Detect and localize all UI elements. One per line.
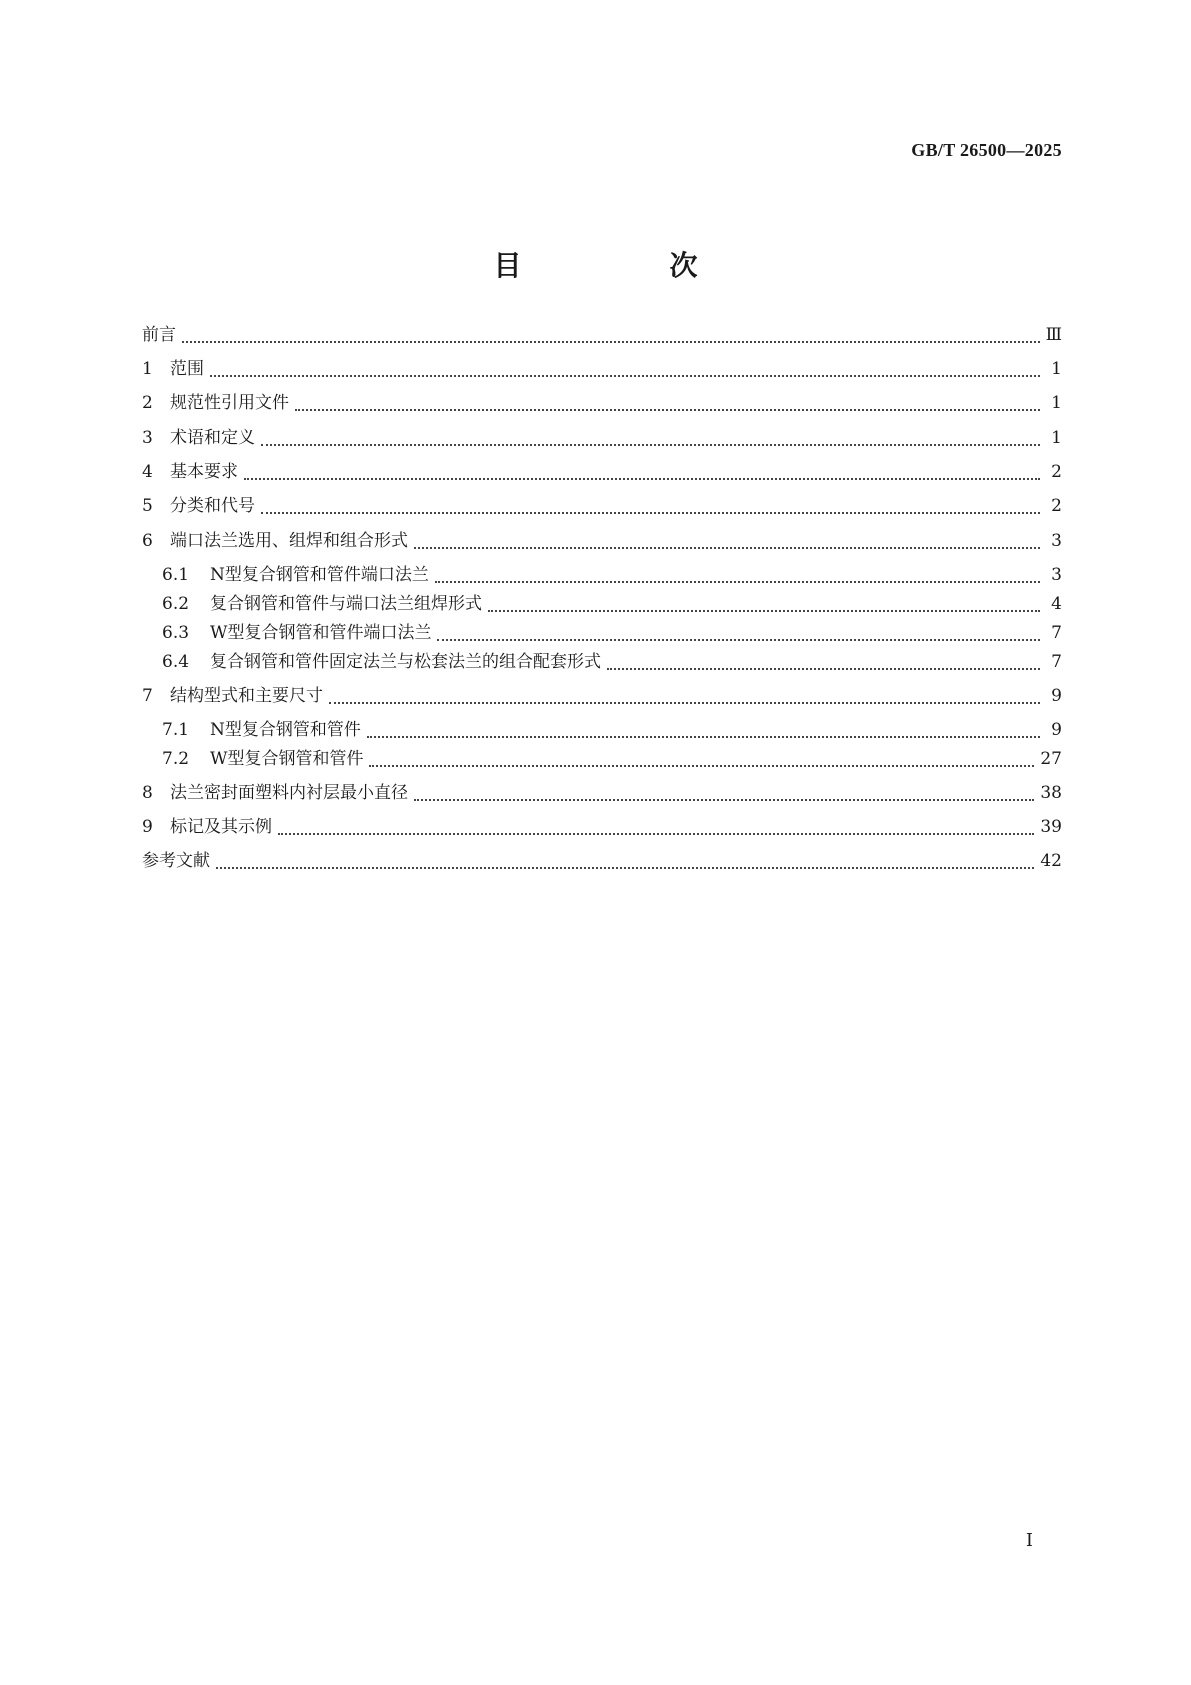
dot-leader: [295, 409, 1040, 411]
toc-entry-6-4[interactable]: [162, 647, 1062, 677]
toc-entry-page: Ⅲ: [1045, 325, 1062, 345]
toc-entry-bibliography[interactable]: [142, 846, 1062, 876]
toc-entry-5[interactable]: [142, 491, 1062, 521]
toc-entry-page: 1: [1051, 393, 1062, 413]
toc-entry-number: 8: [142, 783, 153, 803]
dot-leader: [244, 478, 1040, 480]
toc-entry-number: 2: [142, 393, 153, 413]
toc-entry-page: 39: [1040, 817, 1062, 837]
toc-entry-number: 6.2: [162, 594, 190, 614]
toc-entry-9[interactable]: [142, 812, 1062, 842]
toc-entry-number: 7: [142, 686, 153, 706]
toc-entry-title: N型复合钢管和管件: [210, 720, 361, 740]
toc-entry-6-3[interactable]: [162, 618, 1062, 648]
toc-entry-page: 42: [1040, 851, 1062, 871]
dot-leader: [369, 765, 1034, 767]
dot-leader: [182, 341, 1040, 343]
toc-entry-6-2[interactable]: [162, 589, 1062, 619]
toc-entry-title: W型复合钢管和管件端口法兰: [210, 623, 432, 643]
dot-leader: [216, 867, 1034, 869]
toc-entry-page: 3: [1051, 531, 1062, 551]
dot-leader: [278, 833, 1034, 835]
page-title: 目 次: [493, 249, 758, 282]
toc-entry-7[interactable]: [142, 681, 1062, 711]
toc-entry-6-1[interactable]: [162, 560, 1062, 590]
toc-entry-number: 5: [142, 496, 153, 516]
toc-entry-title: 规范性引用文件: [170, 393, 289, 413]
toc-entry-title: W型复合钢管和管件: [210, 749, 364, 769]
toc-entry-7-1[interactable]: [162, 715, 1062, 745]
toc-entry-number: 7.2: [162, 749, 190, 769]
toc-entry-3[interactable]: [142, 423, 1062, 453]
toc-entry-page: 1: [1051, 359, 1062, 379]
toc-entry-7-2[interactable]: [162, 744, 1062, 774]
toc-entry-title: 复合钢管和管件与端口法兰组焊形式: [210, 594, 482, 614]
toc-entry-number: 1: [142, 359, 153, 379]
toc-entry-number: 6: [142, 531, 153, 551]
toc-entry-title: 分类和代号: [170, 496, 255, 516]
toc-entry-page: 9: [1051, 720, 1062, 740]
toc-entry-title: 术语和定义: [170, 428, 255, 448]
toc-entry-2[interactable]: [142, 388, 1062, 418]
toc-entry-title: 范围: [170, 359, 204, 379]
dot-leader: [261, 512, 1040, 514]
toc-entry-page: 2: [1051, 496, 1062, 516]
dot-leader: [488, 610, 1040, 612]
dot-leader: [329, 702, 1040, 704]
dot-leader: [367, 736, 1040, 738]
dot-leader: [435, 581, 1040, 583]
dot-leader: [414, 547, 1040, 549]
toc-entry-title: 参考文献: [142, 851, 210, 871]
toc-entry-title: 结构型式和主要尺寸: [170, 686, 323, 706]
toc-entry-number: 9: [142, 817, 153, 837]
toc-entry-number: 6.3: [162, 623, 190, 643]
toc-entry-title: 复合钢管和管件固定法兰与松套法兰的组合配套形式: [210, 652, 601, 672]
page-number: I: [1025, 1530, 1033, 1551]
toc-entry-page: 3: [1051, 565, 1062, 585]
toc-entry-number: 3: [142, 428, 153, 448]
toc-entry-page: 9: [1051, 686, 1062, 706]
toc-entry-title: 标记及其示例: [170, 817, 272, 837]
toc-entry-number: 4: [142, 462, 153, 482]
dot-leader: [261, 444, 1040, 446]
toc-entry-title: N型复合钢管和管件端口法兰: [210, 565, 429, 585]
dot-leader: [414, 799, 1034, 801]
dot-leader: [210, 375, 1040, 377]
dot-leader: [607, 668, 1040, 670]
toc-entry-4[interactable]: [142, 457, 1062, 487]
dot-leader: [437, 639, 1040, 641]
toc-entry-title: 法兰密封面塑料内衬层最小直径: [170, 783, 408, 803]
toc-entry-6[interactable]: [142, 526, 1062, 556]
toc-entry-page: 1: [1051, 428, 1062, 448]
toc-entry-number: 7.1: [162, 720, 190, 740]
toc-entry-page: 38: [1040, 783, 1062, 803]
toc-entry-8[interactable]: [142, 778, 1062, 808]
toc-entry-number: 6.1: [162, 565, 190, 585]
toc-entry-page: 2: [1051, 462, 1062, 482]
document-code: GB/T 26500—2025: [911, 140, 1062, 160]
toc-entry-page: 4: [1051, 594, 1062, 614]
toc-entry-number: 6.4: [162, 652, 190, 672]
toc-entry-page: 27: [1040, 749, 1062, 769]
toc-entry-title: 前言: [142, 325, 176, 345]
toc-entry-1[interactable]: [142, 354, 1062, 384]
toc-entry-title: 端口法兰选用、组焊和组合形式: [170, 531, 408, 551]
toc-entry-page: 7: [1051, 652, 1062, 672]
toc-entry-title: 基本要求: [170, 462, 238, 482]
toc-entry-page: 7: [1051, 623, 1062, 643]
toc-entry-foreword[interactable]: [142, 320, 1062, 350]
